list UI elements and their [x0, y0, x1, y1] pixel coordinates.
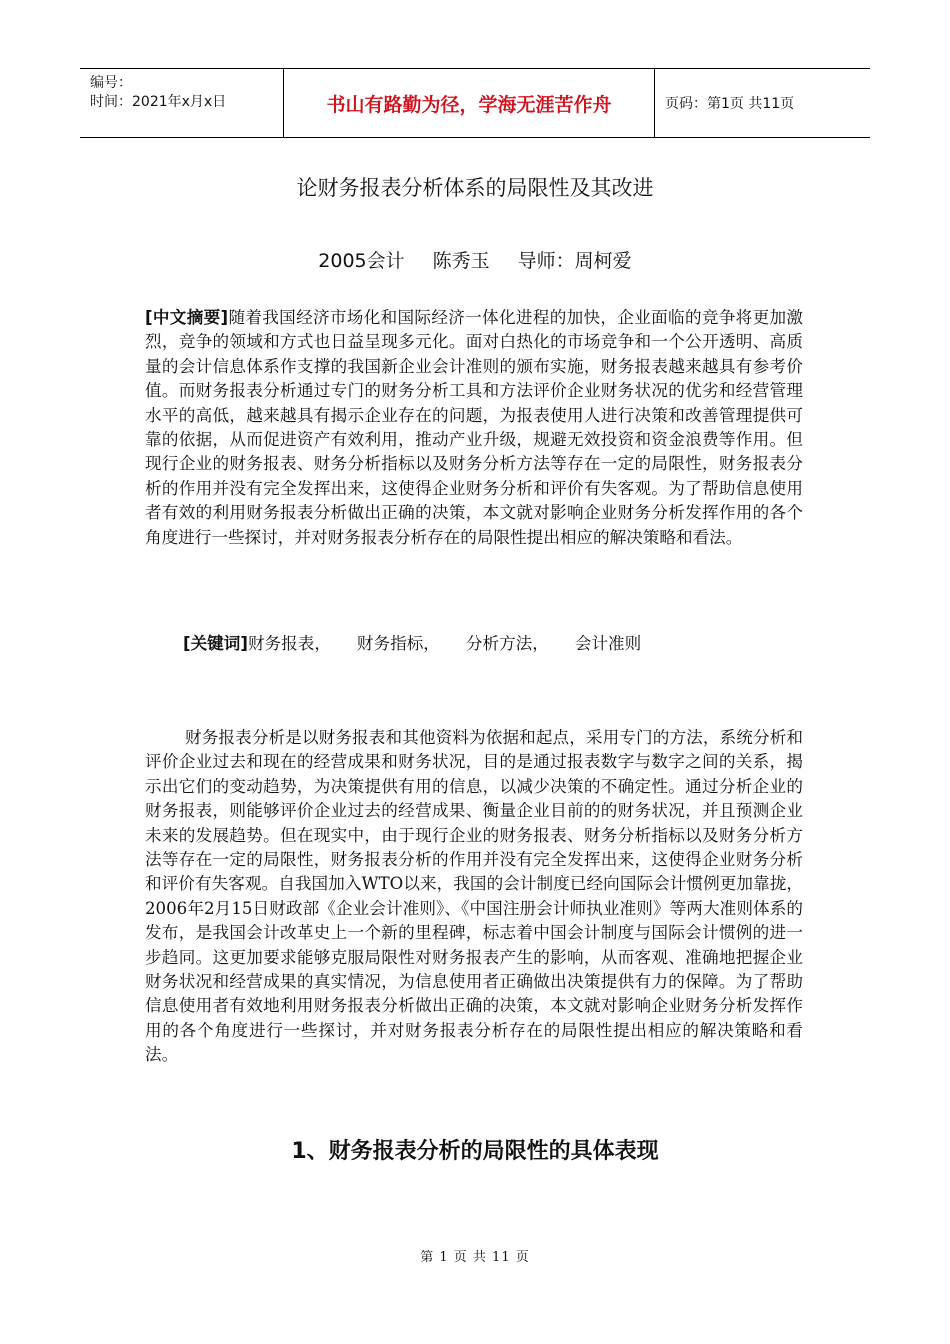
header-meta-cell: [80, 69, 283, 137]
body-paragraph: 财务报表分析是以财务报表和其他资料为依据和起点，采用专门的方法，系统分析和评价企业过去和现在的经营成果和财务状况，目的是通过报表数字与数字之间的关系，揭示出它们的变动趋势，为决策提供有用的信息，以减少决策的不确定性。通过分析企业的财务报表，则能够评价企业过去的经营成果、衡量企业目前的的财务状况，并且预测企业未来的发展趋势。但在现实中，由于现行企业的财务报表、财务分析指标以及财务分析方法等存在一定的局限性，财务报表分析的作用并没有完全发挥出来，这使得企业财务分析和评价有失客观。自我国加入WTO以来，我国的会计制度已经向国际会计惯例更加靠拢，2006年2月15日财政部《企业会计准则》、《中国注册会计师执业准则》等两大准则体系的发布，是我国会计改革史上一个新的里程碑，标志着中国会计制度与国际会计惯例的进一步趋同。这更加要求能够克服局限性对财务报表产生的影响，从而客观、准确地把握企业财务状况和经营成果的真实情况，为信息使用者正确做出决策提供有力的保障。为了帮助信息使用者有效地利用财务报表分析做出正确的决策，本文就对影响企业财务分析发挥作用的各个角度进行一些探讨，并对财务报表分析存在的局限性提出相应的解决策略和看法。: [145, 728, 803, 1065]
keyword: 分析方法，: [465, 634, 549, 653]
document-number-label: 编号：: [90, 75, 132, 91]
keyword: 财务指标，: [356, 634, 440, 653]
section-heading: 1、财务报表分析的局限性的具体表现: [291, 1139, 659, 1164]
keywords-line: [183, 632, 667, 656]
author-line: [0, 246, 950, 273]
author-class: 2005会计: [318, 250, 405, 272]
keyword: 财务报表，: [247, 634, 331, 653]
abstract-text: 随着我国经济市场化和国际经济一体化进程的加快，企业面临的竞争将更加激烈，竞争的领域和方式也日益呈现多元化。面对白热化的市场竞争和一个公开透明、高质量的会计信息体系作支撑的我国新企业会计准则的颁布实施，财务报表越来越具有参考价值。而财务报表分析通过专门的财务分析工具和方法评价企业财务状况的优劣和经营管理水平的高低，越来越具有揭示企业存在的问题，为报表使用人进行决策和改善管理提供可靠的依据，从而促进资产有效利用，推动产业升级，规避无效投资和资金浪费等作用。但现行企业的财务报表、财务分析指标以及财务分析方法等存在一定的局限性，财务报表分析的作用并没有完全发挥出来，这使得企业财务分析和评价有失客观。为了帮助信息使用者有效的利用财务报表分析做出正确的决策，本文就对影响企业财务分析发挥作用的各个角度进行一些探讨，并对财务报表分析存在的局限性提出相应的解决策略和看法。: [145, 308, 804, 547]
keyword: 会计准则: [574, 634, 642, 653]
keywords-label: [关键词]: [183, 634, 248, 653]
header-page-info: 页码：第1页 共11页: [665, 96, 795, 112]
author-name: 陈秀玉: [432, 250, 490, 272]
document-title: 论财务报表分析体系的局限性及其改进: [296, 176, 654, 200]
advisor-name: 导师：周柯爱: [517, 250, 632, 272]
document-time-label: 时间：2021年x月x日: [90, 94, 227, 110]
page-footer: 第 1 页 共 11 页: [420, 1250, 530, 1265]
header-table: [80, 68, 870, 138]
header-motto: 书山有路勤为径，学海无涯苦作舟: [283, 69, 655, 137]
abstract-paragraph: [145, 306, 803, 550]
abstract-label: [中文摘要]: [145, 308, 229, 327]
